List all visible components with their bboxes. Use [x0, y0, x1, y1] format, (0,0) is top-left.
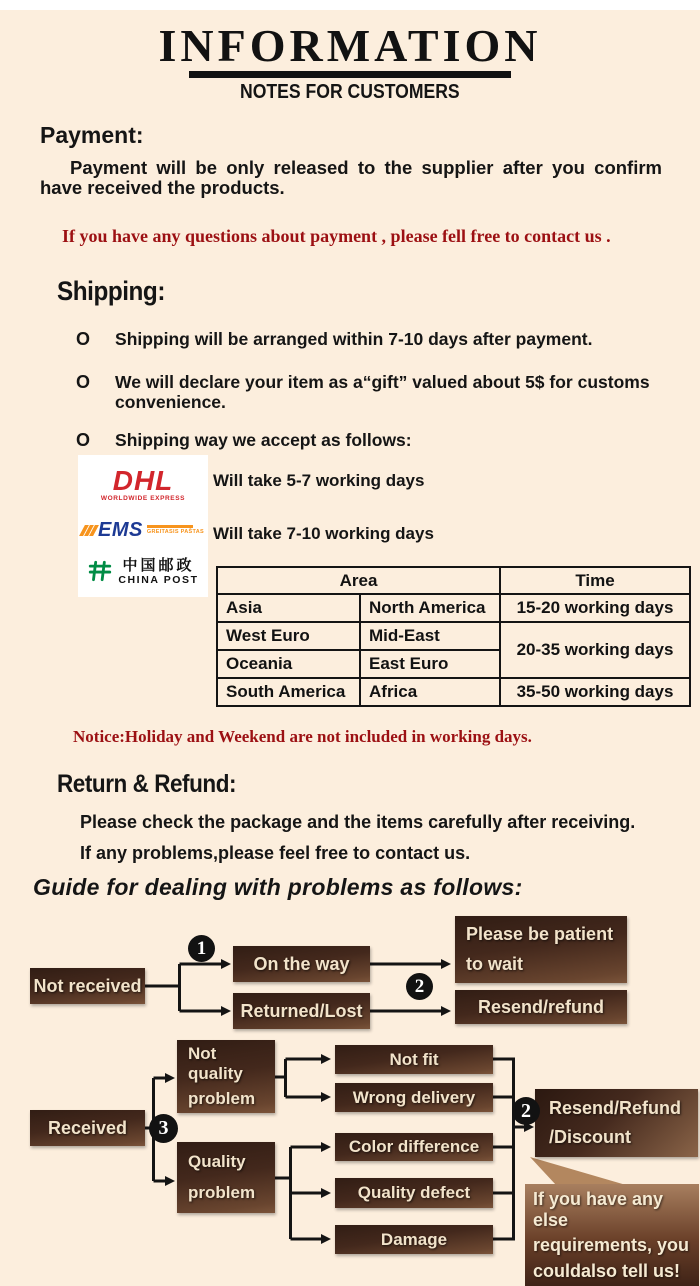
ems-bar-icon: [147, 525, 193, 528]
page-title: INFORMATION: [158, 20, 542, 71]
table-row: [217, 594, 690, 622]
node-line: Resend/Refund: [549, 1097, 682, 1118]
badge-step-3: 3: [149, 1114, 178, 1143]
node-line: Not quality: [188, 1044, 243, 1084]
bubble-line: requirements, you: [533, 1235, 690, 1255]
guide-heading: Guide for dealing with problems as follows:: [33, 874, 523, 900]
ems-delivery-note: Will take 7-10 working days: [213, 524, 434, 543]
title-underline: [189, 71, 511, 78]
shipping-bullet-3: [76, 430, 412, 450]
flow-node-returned-lost: Returned/Lost: [233, 993, 370, 1029]
ems-wordmark: EMS: [98, 518, 143, 541]
node-line: to wait: [466, 953, 523, 974]
flow-node-resend-refund-discount: [535, 1089, 698, 1157]
cell-area: Asia: [217, 594, 360, 622]
bubble-line: If you have any else: [533, 1188, 664, 1230]
flow-node-not-received: Not received: [30, 968, 145, 1004]
cell-time: 35-50 working days: [500, 678, 690, 706]
shipping-heading: Shipping:: [57, 276, 165, 306]
china-post-logo: [87, 558, 198, 586]
cell-area: Africa: [360, 678, 500, 706]
node-line: problem: [188, 1182, 256, 1202]
page-subtitle: NOTES FOR CUSTOMERS: [240, 81, 460, 104]
payment-heading: Payment:: [40, 122, 144, 148]
cell-area: South America: [217, 678, 360, 706]
flow-node-on-the-way: On the way: [233, 946, 370, 982]
node-line: Please be patient: [466, 924, 614, 945]
bubble-tail: [530, 1157, 626, 1185]
flow-node-damage: Damage: [335, 1225, 493, 1254]
payment-body: Payment will be only released to the supplier after you confirm have received the products.: [40, 157, 662, 198]
ems-caption-block: [147, 525, 204, 535]
cell-time: 15-20 working days: [500, 594, 690, 622]
badge-step-2b: 2: [512, 1097, 540, 1125]
table-row: [217, 622, 690, 650]
shipping-bullet-2: [76, 372, 663, 412]
return-refund-heading: Return & Refund:: [57, 770, 237, 798]
ems-logo: [82, 519, 204, 542]
return-line-1: Please check the package and the items carefully after receiving.: [80, 812, 636, 832]
cell-area: North America: [360, 594, 500, 622]
badge-step-2: 2: [406, 973, 433, 1000]
dhl-delivery-note: Will take 5-7 working days: [213, 471, 425, 490]
table-header-row: [217, 567, 690, 594]
working-days-notice: Notice:Holiday and Weekend are not included in working days.: [73, 727, 532, 746]
node-line: Quality: [188, 1152, 246, 1172]
bullet-o-icon: O: [76, 372, 91, 392]
flow-node-received: Received: [30, 1110, 145, 1146]
ems-chevron-icon: [82, 525, 96, 536]
dhl-caption: WORLDWIDE EXPRESS: [100, 495, 186, 502]
ems-caption: GREITASIS PAŠTAS: [146, 529, 204, 535]
payment-notice: If you have any questions about payment , please fell free to contact us .: [62, 226, 611, 246]
bullet-o-icon: O: [76, 430, 91, 450]
cell-area: Mid-East: [360, 622, 500, 650]
cell-time: 20-35 working days: [500, 622, 690, 678]
china-post-emblem-icon: [87, 558, 113, 584]
shipping-bullet-1: [76, 329, 592, 349]
table-row: [217, 678, 690, 706]
shipping-time-table: [216, 566, 691, 707]
cell-area: East Euro: [360, 650, 500, 678]
flow-node-wrong-delivery: Wrong delivery: [335, 1083, 493, 1112]
header: [0, 22, 700, 104]
flow-node-color-difference: Color difference: [335, 1133, 493, 1161]
node-line: /Discount: [549, 1127, 632, 1148]
top-white-strip: [0, 0, 700, 10]
col-header-area: Area: [217, 567, 500, 594]
return-line-2: If any problems,please feel free to contact us.: [80, 843, 471, 863]
bullet-text: Shipping way we accept as follows:: [115, 430, 412, 450]
bullet-o-icon: O: [76, 329, 91, 349]
dhl-wordmark: DHL: [112, 465, 174, 496]
flow-node-quality-problem: [177, 1142, 275, 1213]
cell-area: West Euro: [217, 622, 360, 650]
cell-area: Oceania: [217, 650, 360, 678]
flow-node-please-be-patient: [455, 916, 627, 983]
col-header-time: Time: [500, 567, 690, 594]
china-post-en: CHINA POST: [118, 573, 199, 586]
china-post-cn: 中国邮政: [122, 556, 195, 574]
flow-node-quality-defect: Quality defect: [335, 1178, 493, 1208]
bullet-text: We will declare your item as a“gift” valued about 5$ for customs convenience.: [115, 372, 650, 412]
flow-node-not-fit: Not fit: [335, 1045, 493, 1074]
badge-step-1: 1: [188, 935, 215, 962]
dhl-logo: [101, 467, 185, 503]
bubble-line: couldalso tell us!: [533, 1260, 681, 1281]
flow-node-not-quality-problem: [177, 1040, 275, 1113]
carrier-logo-panel: [78, 455, 208, 597]
flow-node-resend-refund: Resend/refund: [455, 990, 627, 1024]
flow-bubble-note: [525, 1184, 699, 1286]
bullet-text: Shipping will be arranged within 7-10 days after payment.: [115, 329, 593, 349]
node-line: problem: [188, 1088, 256, 1108]
